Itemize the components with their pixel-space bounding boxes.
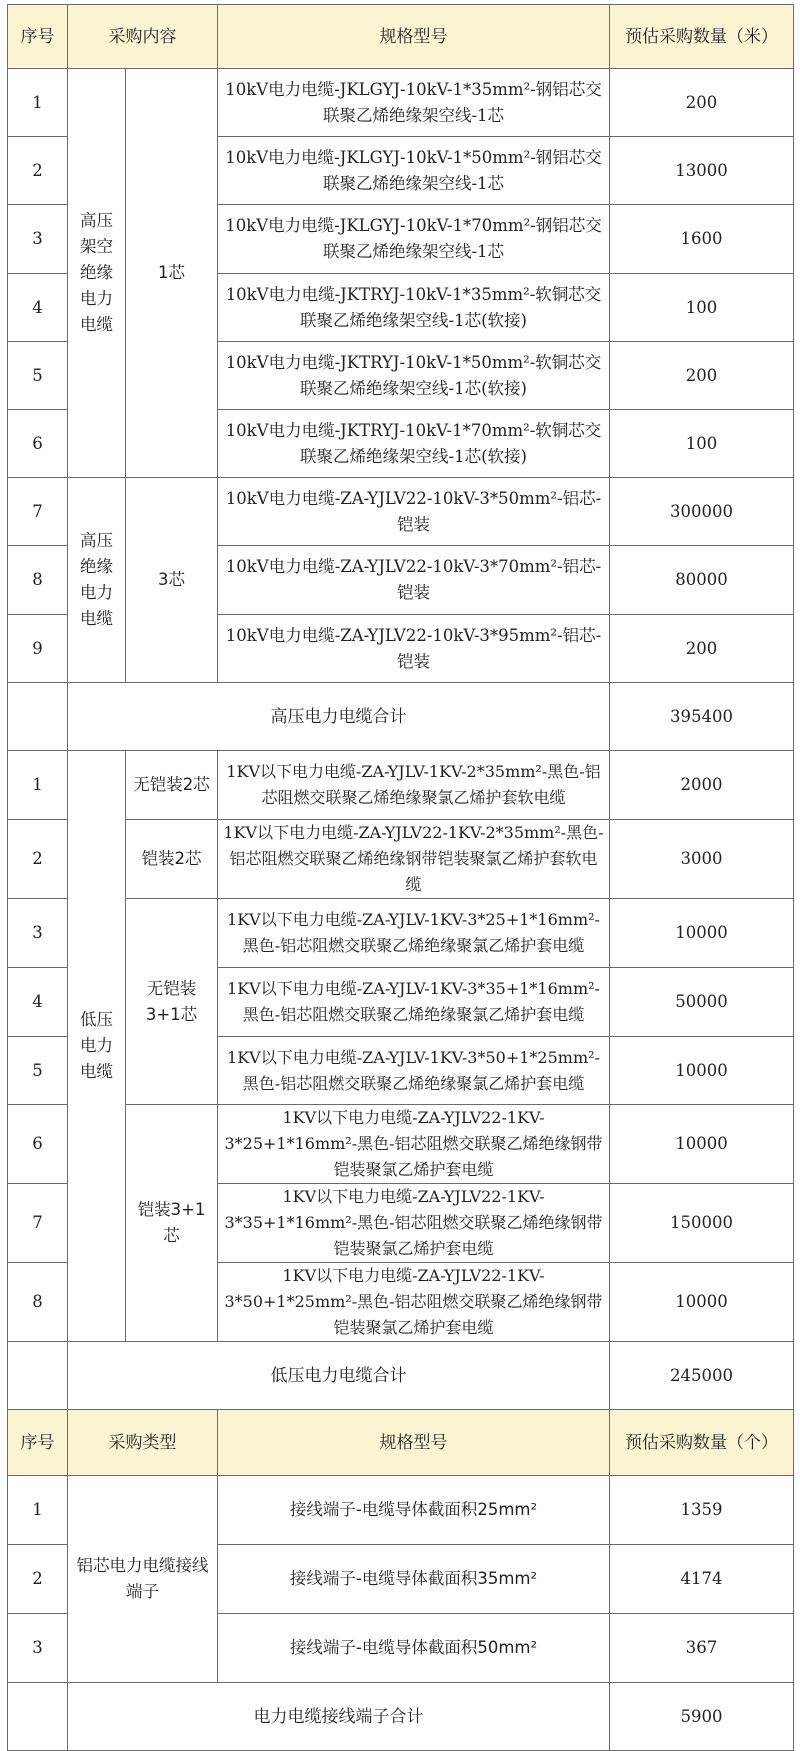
quantity-cell: 13000 <box>610 137 794 205</box>
spec-cell: 10kV电力电缆-JKTRYJ-10kV-1*50mm²-软铜芯交联聚乙烯绝缘架空线-1芯(软接) <box>218 342 610 410</box>
quantity-cell: 100 <box>610 410 794 478</box>
spec-cell: 1KV以下电力电缆-ZA-YJLV22-1KV-2*35mm²-黑色-铝芯阻燃交联聚乙烯绝缘钢带铠装聚氯乙烯护套软电缆 <box>218 820 610 899</box>
spec-cell: 1KV以下电力电缆-ZA-YJLV22-1KV-3*25+1*16mm²-黑色-铝芯阻燃交联聚乙烯绝缘钢带铠装聚氯乙烯护套电缆 <box>218 1105 610 1184</box>
table-row <box>8 899 794 968</box>
row-index: 7 <box>8 1184 68 1263</box>
table1-header-row <box>8 5 794 69</box>
quantity-cell: 10000 <box>610 1105 794 1184</box>
row-index: 4 <box>8 968 68 1037</box>
total-quantity: 245000 <box>610 1342 794 1410</box>
total-label: 电力电缆接线端子合计 <box>68 1683 610 1751</box>
row-index: 8 <box>8 1263 68 1342</box>
header-content: 采购内容 <box>68 5 218 69</box>
spec-cell: 1KV以下电力电缆-ZA-YJLV22-1KV-3*35+1*16mm²-黑色-铝芯阻燃交联聚乙烯绝缘钢带铠装聚氯乙烯护套电缆 <box>218 1184 610 1263</box>
quantity-cell: 4174 <box>610 1545 794 1614</box>
spec-cell: 10kV电力电缆-ZA-YJLV22-10kV-3*95mm²-铝芯-铠装 <box>218 615 610 683</box>
spec-cell: 1KV以下电力电缆-ZA-YJLV-1KV-3*35+1*16mm²-黑色-铝芯阻燃交联聚乙烯绝缘聚氯乙烯护套电缆 <box>218 968 610 1037</box>
spec-cell: 1KV以下电力电缆-ZA-YJLV-1KV-3*50+1*25mm²-黑色-铝芯阻燃交联聚乙烯绝缘聚氯乙烯护套电缆 <box>218 1037 610 1105</box>
header-spec: 规格型号 <box>218 1410 610 1476</box>
quantity-cell: 367 <box>610 1614 794 1683</box>
quantity-cell: 3000 <box>610 820 794 899</box>
spec-cell: 1KV以下电力电缆-ZA-YJLV-1KV-3*25+1*16mm²-黑色-铝芯阻燃交联聚乙烯绝缘聚氯乙烯护套电缆 <box>218 899 610 968</box>
quantity-cell: 100 <box>610 274 794 342</box>
quantity-cell: 10000 <box>610 1263 794 1342</box>
table2-header-row <box>8 1410 794 1476</box>
row-index: 9 <box>8 615 68 683</box>
total-label: 低压电力电缆合计 <box>68 1342 610 1410</box>
type-cell: 无铠装2芯 <box>126 751 218 820</box>
spec-cell: 1KV以下电力电缆-ZA-YJLV-1KV-2*35mm²-黑色-铝芯阻燃交联聚乙烯绝缘聚氯乙烯护套软电缆 <box>218 751 610 820</box>
row-index: 3 <box>8 205 68 274</box>
quantity-cell: 300000 <box>610 478 794 546</box>
total-row <box>8 683 794 751</box>
category-cell: 高压绝缘电力电缆 <box>68 478 126 683</box>
table-row <box>8 1105 794 1184</box>
spec-cell: 10kV电力电缆-ZA-YJLV22-10kV-3*70mm²-铝芯-铠装 <box>218 546 610 615</box>
row-index: 3 <box>8 899 68 968</box>
row-index: 4 <box>8 274 68 342</box>
row-index: 7 <box>8 478 68 546</box>
blank-cell <box>8 683 68 751</box>
quantity-cell: 200 <box>610 69 794 137</box>
table-row <box>8 69 794 137</box>
header-quantity: 预估采购数量（个） <box>610 1410 794 1476</box>
quantity-cell: 150000 <box>610 1184 794 1263</box>
spec-cell: 10kV电力电缆-JKLGYJ-10kV-1*50mm²-钢铝芯交联聚乙烯绝缘架空线-1芯 <box>218 137 610 205</box>
table-row <box>8 1476 794 1545</box>
spec-cell: 接线端子-电缆导体截面积50mm² <box>218 1614 610 1683</box>
total-quantity: 5900 <box>610 1683 794 1751</box>
header-index: 序号 <box>8 1410 68 1476</box>
row-index: 6 <box>8 1105 68 1184</box>
spec-cell: 10kV电力电缆-JKLGYJ-10kV-1*35mm²-钢铝芯交联聚乙烯绝缘架空线-1芯 <box>218 69 610 137</box>
type-cell: 铠装2芯 <box>126 820 218 899</box>
category-cell: 高压架空绝缘电力电缆 <box>68 69 126 478</box>
row-index: 8 <box>8 546 68 615</box>
quantity-cell: 80000 <box>610 546 794 615</box>
spec-cell: 10kV电力电缆-JKTRYJ-10kV-1*70mm²-软铜芯交联聚乙烯绝缘架空线-1芯(软接) <box>218 410 610 478</box>
quantity-cell: 1359 <box>610 1476 794 1545</box>
type-cell: 铠装3+1芯 <box>126 1105 218 1342</box>
category-cell: 低压电力电缆 <box>68 751 126 1342</box>
total-label: 高压电力电缆合计 <box>68 683 610 751</box>
core-cell: 1芯 <box>126 69 218 478</box>
row-index: 2 <box>8 1545 68 1614</box>
spec-cell: 10kV电力电缆-ZA-YJLV22-10kV-3*50mm²-铝芯-铠装 <box>218 478 610 546</box>
type-cell: 无铠装3+1芯 <box>126 899 218 1105</box>
quantity-cell: 200 <box>610 342 794 410</box>
table-row <box>8 478 794 546</box>
row-index: 6 <box>8 410 68 478</box>
row-index: 5 <box>8 342 68 410</box>
header-spec: 规格型号 <box>218 5 610 69</box>
blank-cell <box>8 1342 68 1410</box>
row-index: 1 <box>8 1476 68 1545</box>
table-row <box>8 751 794 820</box>
spec-cell: 接线端子-电缆导体截面积25mm² <box>218 1476 610 1545</box>
total-quantity: 395400 <box>610 683 794 751</box>
row-index: 1 <box>8 751 68 820</box>
category-cell: 铝芯电力电缆接线端子 <box>68 1476 218 1683</box>
cable-procurement-table <box>7 4 794 1751</box>
quantity-cell: 1600 <box>610 205 794 274</box>
spec-cell: 10kV电力电缆-JKTRYJ-10kV-1*35mm²-软铜芯交联聚乙烯绝缘架空线-1芯(软接) <box>218 274 610 342</box>
row-index: 5 <box>8 1037 68 1105</box>
quantity-cell: 50000 <box>610 968 794 1037</box>
row-index: 2 <box>8 820 68 899</box>
quantity-cell: 10000 <box>610 1037 794 1105</box>
quantity-cell: 200 <box>610 615 794 683</box>
core-cell: 3芯 <box>126 478 218 683</box>
table-row <box>8 820 794 899</box>
quantity-cell: 10000 <box>610 899 794 968</box>
row-index: 3 <box>8 1614 68 1683</box>
spec-cell: 接线端子-电缆导体截面积35mm² <box>218 1545 610 1614</box>
spec-cell: 10kV电力电缆-JKLGYJ-10kV-1*70mm²-钢铝芯交联聚乙烯绝缘架空线-1芯 <box>218 205 610 274</box>
spec-cell: 1KV以下电力电缆-ZA-YJLV22-1KV-3*50+1*25mm²-黑色-铝芯阻燃交联聚乙烯绝缘钢带铠装聚氯乙烯护套电缆 <box>218 1263 610 1342</box>
header-quantity: 预估采购数量（米） <box>610 5 794 69</box>
total-row <box>8 1342 794 1410</box>
row-index: 1 <box>8 69 68 137</box>
header-index: 序号 <box>8 5 68 69</box>
row-index: 2 <box>8 137 68 205</box>
quantity-cell: 2000 <box>610 751 794 820</box>
header-type: 采购类型 <box>68 1410 218 1476</box>
